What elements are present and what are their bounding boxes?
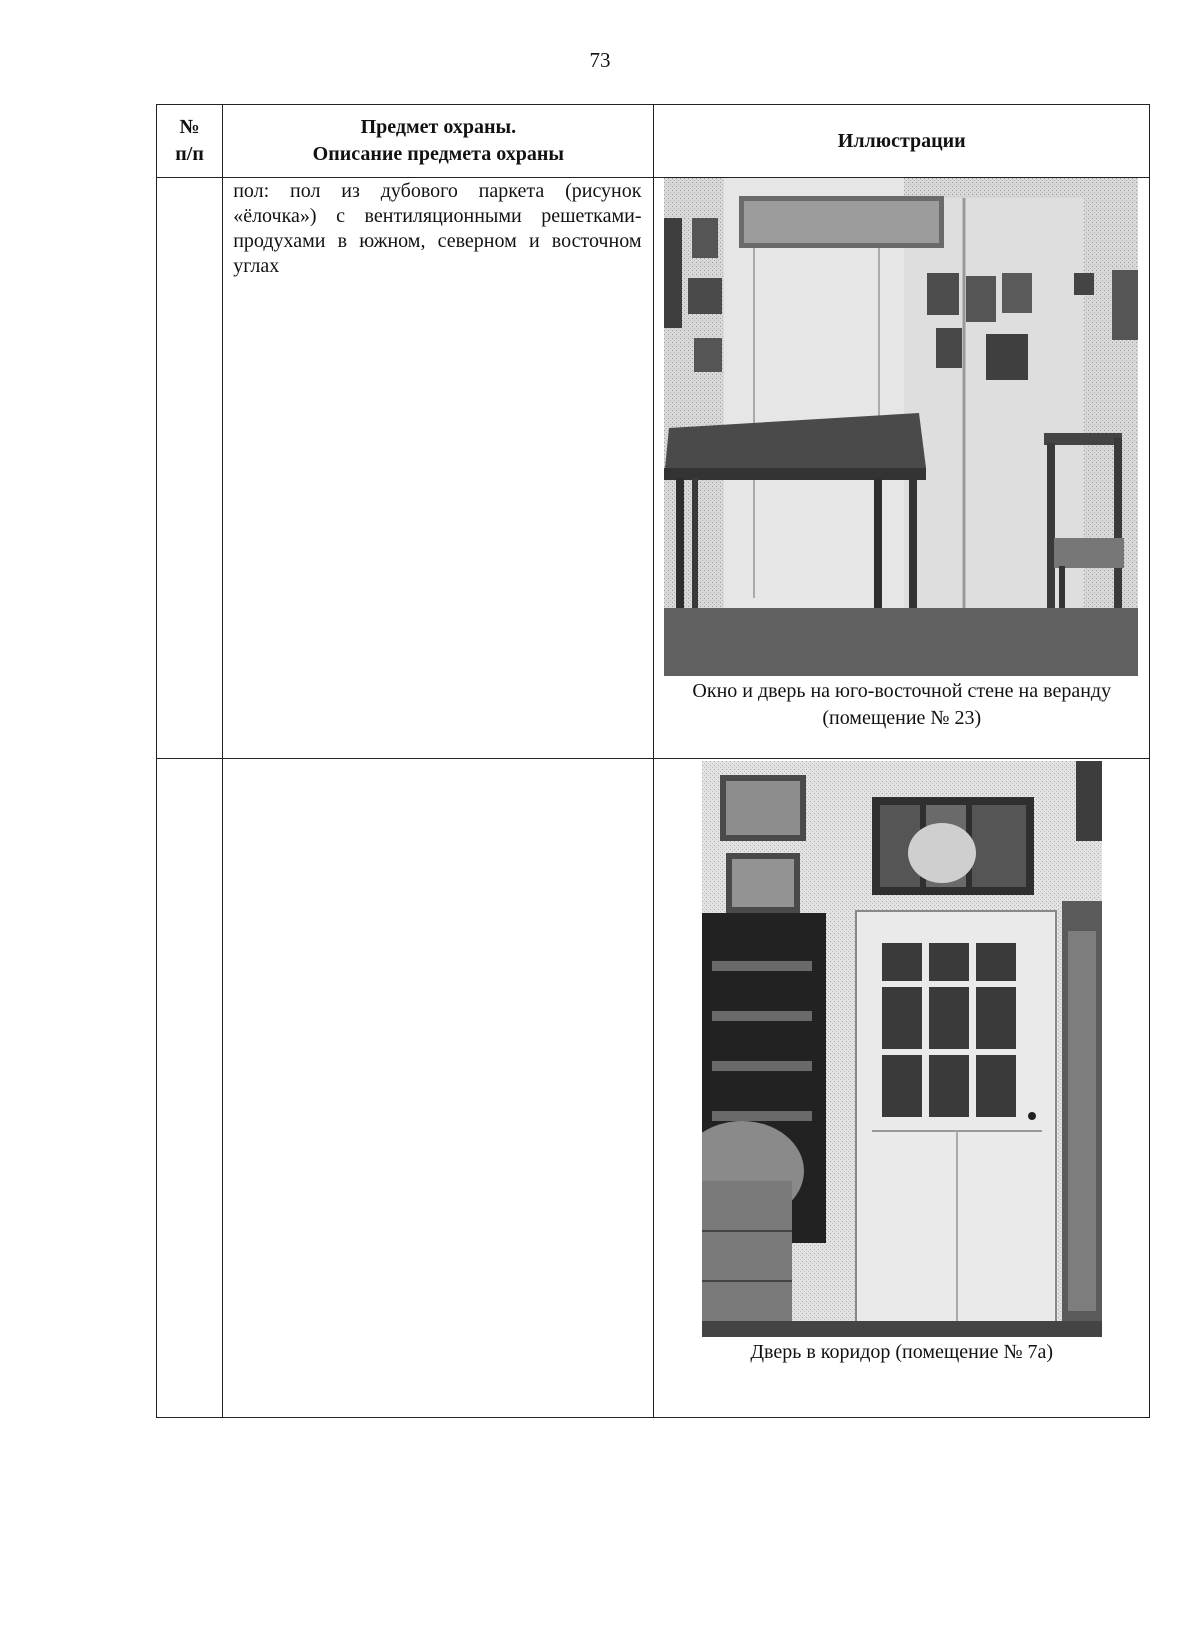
header-desc-line2: Описание предмета охраны: [312, 143, 565, 165]
header-description: [223, 105, 654, 178]
row-num-cell: [157, 178, 223, 759]
header-num: [157, 105, 223, 178]
page-number: 73: [589, 48, 611, 72]
row-num-cell: [157, 759, 223, 1418]
table-header-row: [157, 105, 1150, 178]
illustration-cell: [654, 178, 1150, 759]
row-description-cell: [223, 759, 654, 1418]
row-description-cell: [223, 178, 654, 759]
protection-table: [156, 104, 1150, 1418]
header-desc-line1: Предмет охраны.: [360, 116, 517, 138]
row-description: пол: пол из дубового паркета (рисунок «ёлочка») с вентиляционными решетками-продухами в южном, северном и восточном углах: [233, 180, 642, 277]
header-num-line1: №: [179, 116, 200, 138]
photo-window-door-veranda: [664, 178, 1138, 676]
table-row: [157, 759, 1150, 1418]
table-row: [157, 178, 1150, 759]
header-illustrations: Иллюстрации: [654, 105, 1150, 178]
illustration-cell: [654, 759, 1150, 1418]
photo-door-corridor: [702, 761, 1102, 1337]
illustration-caption: Дверь в коридор (помещение № 7а): [750, 1341, 1054, 1363]
row-description: [223, 759, 653, 760]
header-num-line2: п/п: [175, 143, 204, 165]
illustration-caption: Окно и дверь на юго-восточной стене на веранду (помещение № 23): [692, 680, 1112, 729]
